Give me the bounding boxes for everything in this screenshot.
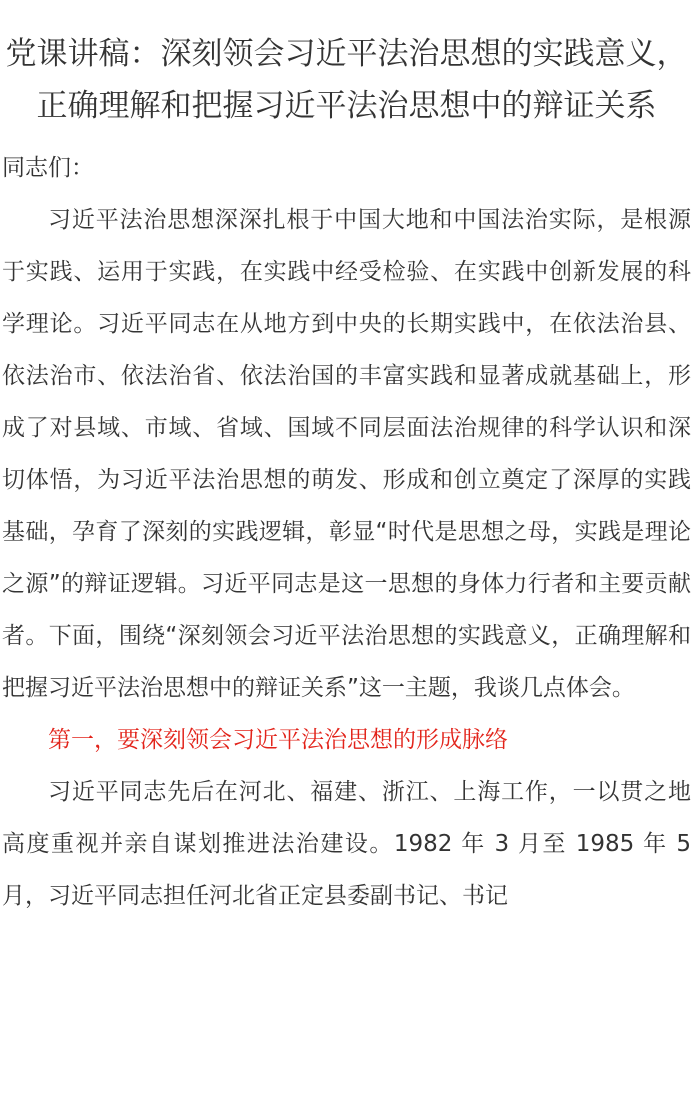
document-title: 党课讲稿：深刻领会习近平法治思想的实践意义，正确理解和把握习近平法治思想中的辩证关系 — [5, 36, 688, 124]
section-paragraph: 习近平同志先后在河北、福建、浙江、上海工作，一以贯之地高度重视并亲自谋划推进法治建设。1982 年 3 月至 1985 年 5 月，习近平同志担任河北省正定县委副书记、书记 — [2, 779, 691, 909]
section-heading: 第一，要深刻领会习近平法治思想的形成脉络 — [48, 727, 508, 753]
document-body — [0, 132, 693, 922]
salutation: 同志们： — [2, 155, 94, 181]
body-paragraph: 习近平法治思想深深扎根于中国大地和中国法治实际，是根源于实践、运用于实践，在实践中经受检验、在实践中创新发展的科学理论。习近平同志在从地方到中央的长期实践中，在依法治县、依法治市、依法治省、依法治国的丰富实践和显著成就基础上，形成了对县域、市域、省域、国域不同层面法治规律的科学认识和深切体悟，为习近平法治思想的萌发、形成和创立奠定了深厚的实践基础，孕育了深刻的实践逻辑，彰显“时代是思想之母，实践是理论之源”的辩证逻辑。习近平同志是这一思想的身体力行者和主要贡献者。下面，围绕“深刻领会习近平法治思想的实践意义，正确理解和把握习近平法治思想中的辩证关系”这一主题，我谈几点体会。 — [2, 207, 691, 701]
